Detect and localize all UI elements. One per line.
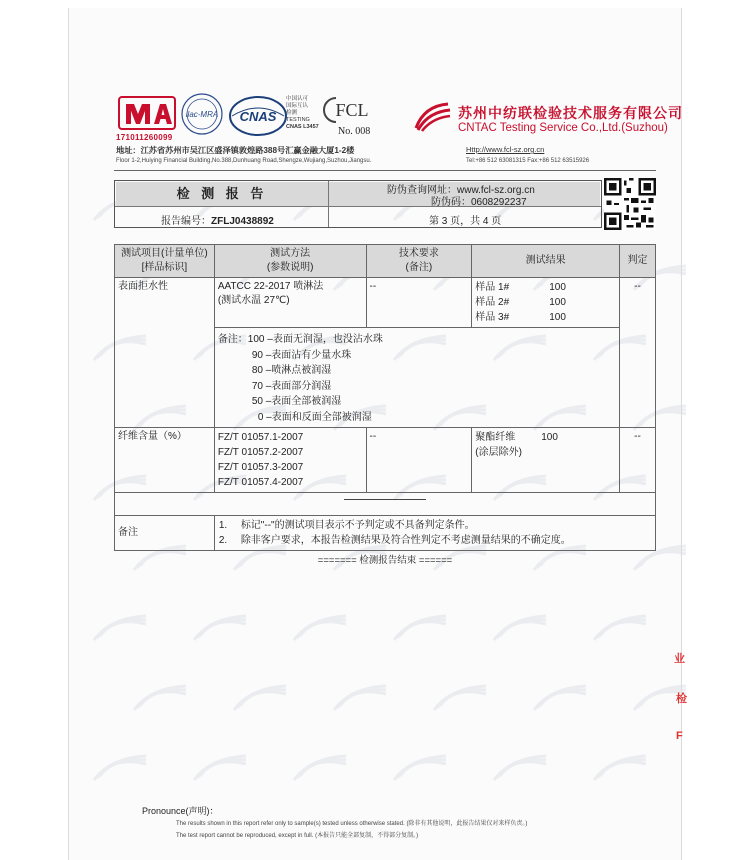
judgement-value: -- [634,431,641,442]
cnas-small-line: 国际互认 [286,103,309,109]
cnas-small-line: TESTING [286,117,310,123]
report-header-box [114,180,602,228]
fiber-note: (涂层除外) [475,447,522,458]
watermark-swoosh-icon [590,750,650,786]
watermark-swoosh-icon [290,610,350,646]
result-cell [472,428,620,493]
remark-line [219,518,652,533]
sample-value: 100 [549,297,566,308]
sample-value: 100 [549,312,566,323]
address-en: Floor 1-2,Huiying Financial Building,No.388,Dunhuang Road,Shengze,Wujiang,Suzhou,Jiangsu. [116,158,372,164]
note-line: 0 –表面和反面全部被润湿 [257,411,372,423]
header-mid-divider [115,206,601,207]
watermark-swoosh-icon [90,610,150,646]
report-number-label [161,212,274,227]
result-line [475,295,616,310]
item-fiber-content: 纤维含量（%） [118,431,187,442]
website-link[interactable]: Http://www.fcl-sz.org.cn [466,145,545,154]
company-name-en: CNTAC Testing Service Co.,Ltd.(Suzhou) [458,122,668,134]
signature-line [344,499,426,500]
watermark-swoosh-icon [490,750,550,786]
watermark-swoosh-icon [190,750,250,786]
remarks-label: 备注 [118,527,138,538]
cnas-small-line: 检测 [286,110,298,116]
table-row [115,278,656,328]
result-line [475,280,616,295]
item-cell [115,278,215,428]
header-item-line: 测试项目(计量单位) [121,248,208,259]
note-line: 80 –喷淋点被润湿 [251,365,332,376]
method-cell [214,278,366,328]
report-title: 检 测 报 告 [116,182,328,206]
spacer-cell [115,493,656,516]
header-item-line: [样品标识] [141,262,188,273]
watermark-swoosh-icon [230,680,290,716]
watermark-swoosh-icon [430,680,490,716]
header-method [214,245,366,278]
requirement-value: -- [369,281,377,292]
note-line: 90 –表面沾有少量水珠 [251,349,352,361]
fcl-number: No. 008 [338,126,371,137]
ilac-label: ilac-MRA [185,110,219,119]
pronounce-line: The results shown in this report refer only to sample(s) tested unless otherwise stated. (除非有其他说明，此报告结果仅对来样负责。) [176,821,528,827]
remark-number: 2. [218,535,228,546]
header-divider [114,170,656,171]
result-line [475,430,616,445]
remarks-label-cell [115,516,215,551]
cnas-small-line: CNAS L3457 [286,124,319,130]
header-item [115,245,215,278]
cnas-small-line: 中国认可 [286,96,309,102]
watermark-swoosh-icon [590,610,650,646]
watermark-swoosh-icon [390,750,450,786]
report-end-marker: ======= 检测报告结束 ====== [317,555,453,566]
cntac-logo-icon [412,100,452,132]
report-number: ZFLJ0438892 [211,216,274,227]
remark-number: 1. [218,520,228,531]
remarks-row [115,516,656,551]
remark-text: 标记"--"的测试项目表示不予判定或不具备判定条件。 [240,520,475,531]
method-line: (测试水温 27℃) [217,295,290,306]
header-judgement: 判定 [620,245,656,278]
address-cn: 地址：江苏省苏州市吴江区盛泽镇敦煌路388号汇赢金融大厦1-2楼 [116,146,355,155]
header-requirement-line: 技术要求 [398,248,439,259]
method-line: FZ/T 01057.2-2007 [217,447,304,458]
note-line: 70 –表面部分润湿 [251,380,332,392]
requirement-value: -- [369,431,377,442]
contact-phone-fax: Tel:+86 512 63081315 Fax:+86 512 63515926 [466,158,590,164]
watermark-swoosh-icon [330,680,390,716]
sample-label: 样品 1# [475,282,510,293]
remark-text: 除非客户要求，本报告检测结果及符合性判定不考虑测量结果的不确定度。 [240,535,571,546]
sample-label: 样品 2# [475,297,510,308]
method-cell [214,428,366,493]
item-water-repellency: 表面拒水性 [118,281,168,292]
cma-code: 171011260099 [116,133,173,142]
watermark-swoosh-icon [130,680,190,716]
remarks-cell [214,516,655,551]
requirement-cell [366,278,472,328]
method-line: FZ/T 01057.1-2007 [217,432,304,443]
judgement-cell [620,278,656,428]
method-line: FZ/T 01057.3-2007 [217,462,304,473]
pronounce-line: The test report cannot be reproduced, except in full. (本报告只能全部复制，不得部分复制。) [176,833,419,839]
stamp-fragment: F [676,730,683,742]
watermark-swoosh-icon [530,680,590,716]
note-line: 备注：100 –表面无润湿，也没沾水珠 [217,334,383,345]
pronounce-title: Pronounce(声明)： [142,806,219,816]
method-line: FZ/T 01057.4-2007 [217,477,304,488]
header-result: 测试结果 [472,245,620,278]
table-header-row [115,245,656,278]
fcl-label: FCL [335,100,369,120]
note-line: 50 –表面全部被润湿 [251,396,342,407]
requirement-cell [366,428,472,493]
judgement-value: -- [634,281,641,292]
header-method-line: (参数说明) [266,262,314,273]
cma-logo-icon [118,96,176,136]
table-row [115,428,656,493]
watermark-swoosh-icon [90,750,150,786]
cnas-accreditation-text [286,96,326,131]
sample-value: 100 [549,282,566,293]
header-vertical-divider [328,181,329,227]
page-info: 第 3 页，共 4 页 [429,216,502,227]
ilac-mra-logo-icon [178,92,226,136]
cnas-logo-icon [228,94,288,138]
method-line: AATCC 22-2017 喷淋法 [217,281,324,292]
test-results-table [114,244,656,551]
header-requirement [366,245,472,278]
company-name-cn: 苏州中纺联检验技术服务有限公司 [458,105,683,121]
result-cell [472,278,620,328]
watermark-swoosh-icon [490,610,550,646]
qr-code-icon [604,178,656,230]
judgement-cell [620,428,656,493]
notes-cell [214,328,619,428]
item-cell [115,428,215,493]
fcl-logo-icon [322,94,374,124]
header-requirement-line: (备注) [405,262,433,273]
cnas-label: CNAS [239,109,277,124]
stamp-fragment: 业 [674,653,685,665]
fiber-name: 聚酯纤维 [475,432,516,443]
watermark-swoosh-icon [290,750,350,786]
watermark-swoosh-icon [190,610,250,646]
verify-site: 防伪查询网址：www.fcl-sz.org.cn [387,185,535,196]
sample-label: 样品 3# [475,312,510,323]
watermark-swoosh-icon [390,610,450,646]
report-number-label-text: 报告编号： [161,216,211,227]
spacer-row [115,493,656,516]
fiber-value: 100 [541,432,558,443]
result-line [475,310,616,325]
verify-code: 防伪码：0608292237 [431,197,527,208]
header-method-line: 测试方法 [270,248,311,259]
remark-line [219,533,652,548]
stamp-fragment: 检 [676,693,687,705]
